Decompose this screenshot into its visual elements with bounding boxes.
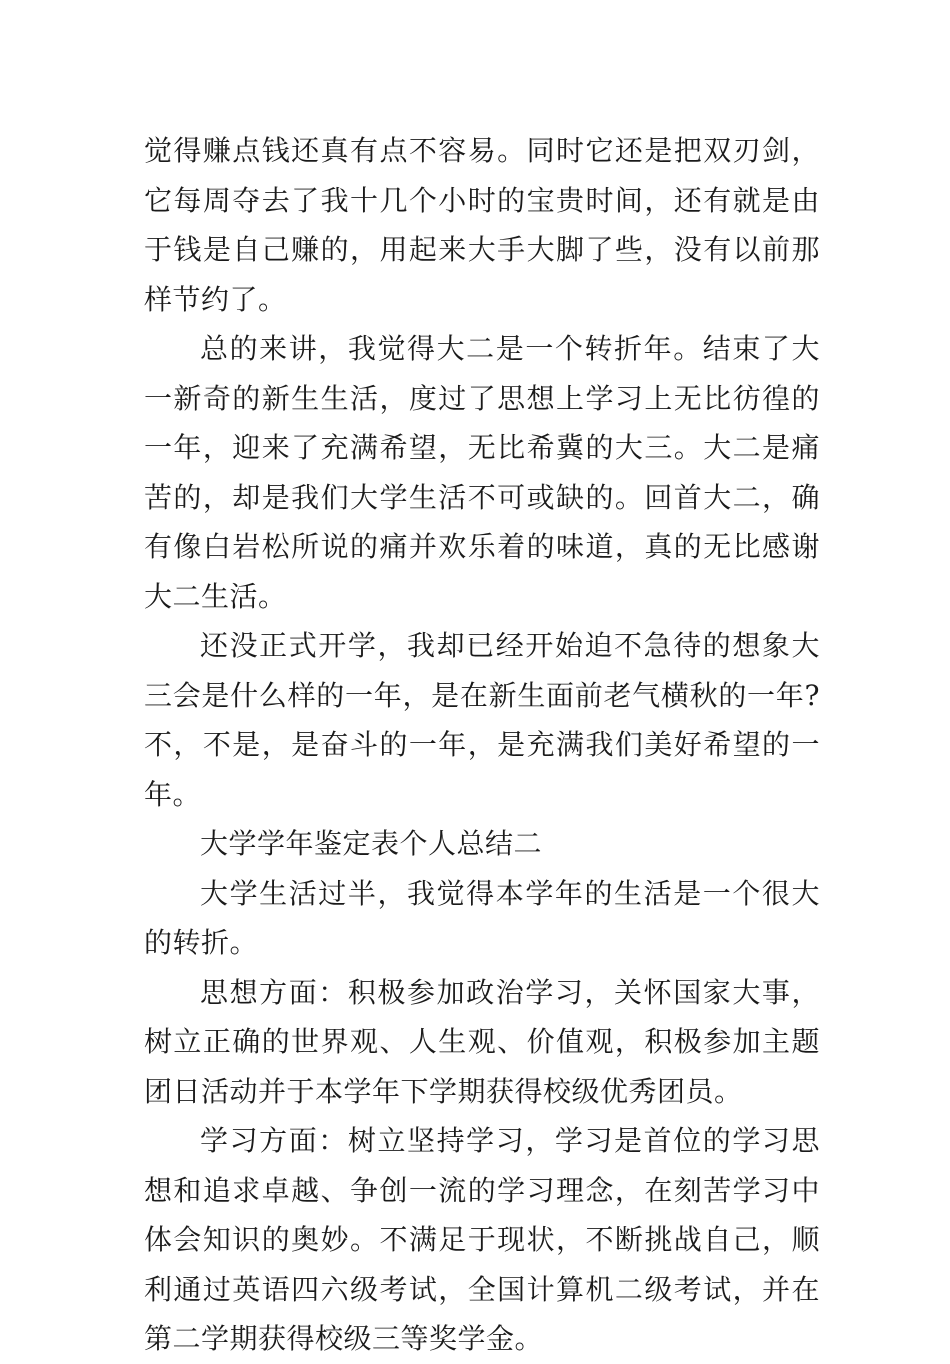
- paragraph-summary: 总的来讲，我觉得大二是一个转折年。结束了大一新奇的新生生活，度过了思想上学习上无比彷徨的一年，迎来了充满希望，无比希冀的大三。大二是痛苦的，却是我们大学生活不可或缺的。回首大二，确有像白岩松所说的痛并欢乐着的味道，真的无比感谢大二生活。: [144, 332, 820, 613]
- paragraph-intro: 大学生活过半，我觉得本学年的生活是一个很大的转折。: [144, 876, 820, 959]
- section-heading: 大学学年鉴定表个人总结二: [200, 827, 543, 860]
- paragraph-study: 学习方面：树立坚持学习，学习是首位的学习思想和追求卓越、争创一流的学习理念，在刻苦学习中体会知识的奥妙。不满足于现状，不断挑战自己，顺利通过英语四六级考试，全国计算机二级考试，并在第二学期获得校级三等奖学金。: [144, 1124, 820, 1355]
- paragraph-continued: 觉得赚点钱还真有点不容易。同时它还是把双刃剑，它每周夺去了我十几个小时的宝贵时间，还有就是由于钱是自己赚的，用起来大手大脚了些，没有以前那样节约了。: [144, 134, 820, 316]
- paragraph-junior-year: 还没正式开学，我却已经开始迫不急待的想象大三会是什么样的一年，是在新生面前老气横秋的一年?不，不是，是奋斗的一年，是充满我们美好希望的一年。: [144, 629, 820, 811]
- paragraph-ideology: 思想方面：积极参加政治学习，关怀国家大事，树立正确的世界观、人生观、价值观，积极参加主题团日活动并于本学年下学期获得校级优秀团员。: [144, 975, 820, 1108]
- document-body: [144, 126, 820, 1364]
